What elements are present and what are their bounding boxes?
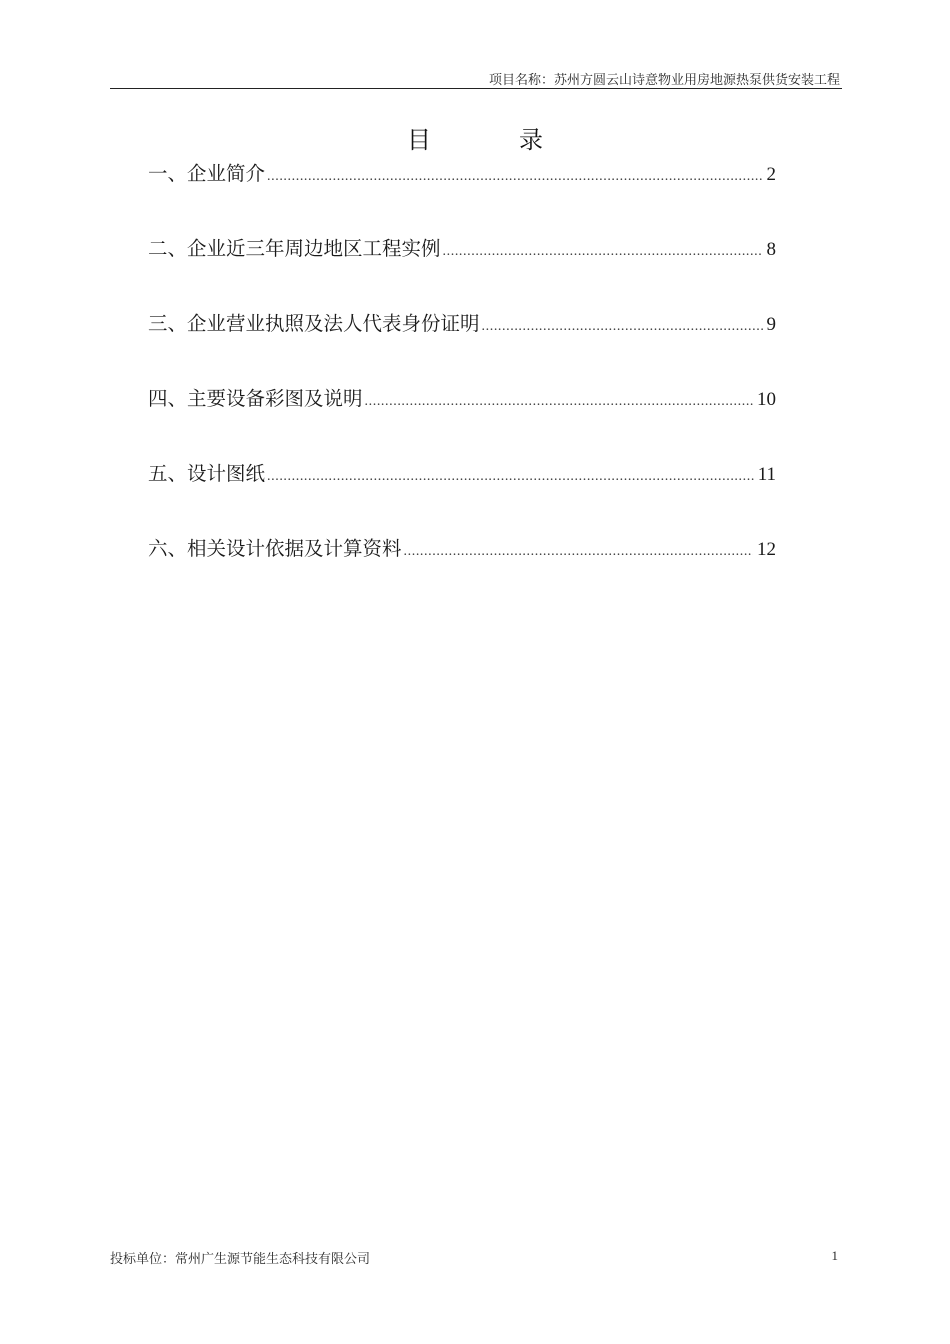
toc-title: 目录 [407, 126, 631, 154]
toc-entry-label: 四、主要设备彩图及说明 [148, 387, 363, 410]
header-divider [110, 88, 842, 89]
toc-dot-leader [267, 163, 762, 191]
toc-entry-label: 六、相关设计依据及计算资料 [148, 537, 402, 560]
toc-entry[interactable] [148, 160, 776, 235]
toc-dot-leader [365, 388, 753, 416]
toc-entry-page: 12 [757, 539, 776, 560]
toc-entry-label: 五、设计图纸 [148, 462, 266, 485]
toc-entry[interactable] [148, 535, 776, 610]
toc-entry-page: 11 [757, 464, 776, 485]
header-project-name: 项目名称：苏州方圆云山诗意物业用房地源热泵供货安装工程 [488, 73, 840, 88]
footer-page-number: 1 [831, 1248, 838, 1263]
toc-list [148, 160, 776, 610]
toc-dot-leader [443, 238, 763, 266]
toc-dot-leader [482, 313, 763, 341]
toc-entry-page: 10 [757, 389, 776, 410]
toc-entry-page: 2 [766, 164, 776, 185]
footer-bidder: 投标单位：常州广生源节能生态科技有限公司 [110, 1252, 371, 1267]
toc-entry[interactable] [148, 310, 776, 385]
toc-entry-page: 9 [766, 314, 776, 335]
toc-entry-label: 二、企业近三年周边地区工程实例 [148, 237, 441, 260]
toc-entry[interactable] [148, 385, 776, 460]
toc-entry-label: 三、企业营业执照及法人代表身份证明 [148, 312, 480, 335]
toc-entry[interactable] [148, 460, 776, 535]
toc-entry[interactable] [148, 235, 776, 310]
toc-dot-leader [404, 538, 753, 566]
toc-entry-page: 8 [766, 239, 776, 260]
toc-dot-leader [267, 463, 754, 491]
toc-entry-label: 一、企业简介 [148, 162, 266, 185]
